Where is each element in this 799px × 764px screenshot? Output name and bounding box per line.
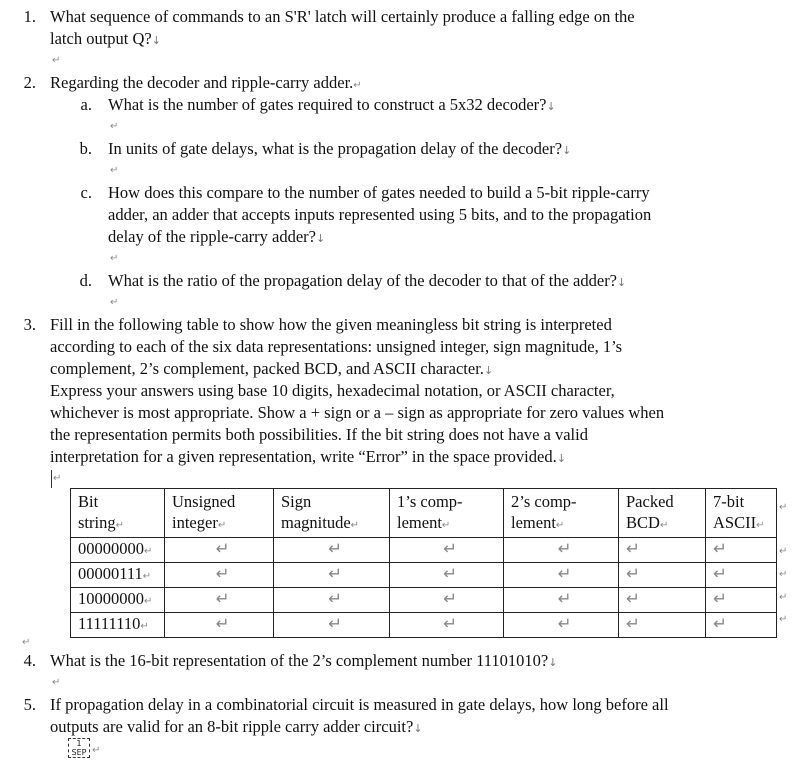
header-7bit-ascii: 7-bit ASCII↵: [706, 489, 777, 538]
text-cursor: [51, 470, 52, 488]
q2-number: 2.: [23, 73, 36, 92]
q5-line-2: outputs are valid for an 8-bit ripple carry adder circuit?↓: [50, 717, 423, 736]
answer-cell[interactable]: ↵: [390, 613, 504, 638]
row-end-mark: ↵: [779, 546, 788, 557]
q5-line-1: If propagation delay in a combinatorial circuit is measured in gate delays, how long before all: [50, 695, 669, 714]
bit-string-cell: 00000000↵: [71, 538, 165, 563]
answer-cell[interactable]: ↵: [706, 613, 777, 638]
table-row: [71, 538, 777, 563]
q2d-text: What is the ratio of the propagation delay of the decoder to that of the adder?↓: [108, 271, 627, 290]
q3-line-3: complement, 2’s complement, packed BCD, and ASCII character.↓: [50, 359, 494, 378]
q3-line-4: Express your answers using base 10 digits, hexadecimal notation, or ASCII character,: [50, 381, 615, 400]
answer-cell[interactable]: ↵: [165, 613, 274, 638]
table-row: [71, 563, 777, 588]
q3-line-1: Fill in the following table to show how the given meaningless bit string is interpreted: [50, 315, 612, 334]
q4-number: 4.: [23, 651, 36, 670]
paragraph-mark: ↵: [110, 297, 119, 308]
answer-cell[interactable]: ↵: [504, 613, 619, 638]
sep-icon-top: 1: [76, 739, 82, 748]
q3-line-2: according to each of the six data representations: unsigned integer, sign magnitude, 1’s: [50, 337, 623, 356]
header-packed-bcd: Packed BCD↵: [619, 489, 706, 538]
answer-cell[interactable]: ↵: [165, 563, 274, 588]
row-end-mark: ↵: [779, 592, 788, 603]
q1-line-1: What sequence of commands to an S'R' latch will certainly produce a falling edge on the: [50, 7, 635, 26]
sep-icon-bottom: SEP: [71, 748, 87, 757]
answer-cell[interactable]: ↵: [504, 588, 619, 613]
answer-cell[interactable]: ↵: [274, 613, 390, 638]
q2d-letter: d.: [79, 271, 92, 290]
bit-string-cell: 10000000↵: [71, 588, 165, 613]
q3-number: 3.: [23, 315, 36, 334]
bit-string-cell: 00000111↵: [71, 563, 165, 588]
answer-cell[interactable]: ↵: [165, 588, 274, 613]
q2c-line-3: delay of the ripple-carry adder?↓: [108, 227, 326, 246]
header-bit-string: Bit string↵: [71, 489, 165, 538]
q5-number: 5.: [23, 695, 36, 714]
header-twos-complement: 2’s comp- lement↵: [504, 489, 619, 538]
sep-icon: [68, 738, 90, 758]
paragraph-mark: ↵: [110, 165, 119, 176]
q3-line-5: whichever is most appropriate. Show a + sign or a – sign as appropriate for zero values when: [50, 403, 665, 422]
q3-line-6: the representation permits both possibilities. If the bit string does not have a valid: [50, 425, 588, 444]
paragraph-mark: ↵: [52, 677, 61, 688]
answer-cell[interactable]: ↵: [706, 538, 777, 563]
bit-string-cell: 11111110↵: [71, 613, 165, 638]
row-end-mark: ↵: [779, 569, 788, 580]
table-row: [71, 588, 777, 613]
answer-cell[interactable]: ↵: [390, 588, 504, 613]
paragraph-mark: ↵: [92, 745, 101, 756]
q3-line-7: interpretation for a given representation, write “Error” in the space provided.↓: [50, 447, 566, 466]
q2-intro: Regarding the decoder and ripple-carry adder.↵: [50, 73, 362, 92]
answer-cell[interactable]: ↵: [504, 538, 619, 563]
paragraph-mark: ↵: [110, 121, 119, 132]
header-ones-complement: 1’s comp- lement↵: [390, 489, 504, 538]
q4-text: What is the 16-bit representation of the 2’s complement number 11101010?↓: [50, 651, 558, 670]
answer-cell[interactable]: ↵: [165, 538, 274, 563]
row-end-mark: ↵: [779, 614, 788, 625]
q1-line-2: latch output Q?↓: [50, 29, 161, 48]
paragraph-mark: ↵: [52, 55, 61, 66]
q2c-line-2: adder, an adder that accepts inputs represented using 5 bits, and to the propagation: [108, 205, 652, 224]
q2b-letter: b.: [79, 139, 92, 158]
paragraph-mark: ↵: [110, 253, 119, 264]
answer-cell[interactable]: ↵: [619, 563, 706, 588]
q2a-text: What is the number of gates required to construct a 5x32 decoder?↓: [108, 95, 556, 114]
answer-cell[interactable]: ↵: [274, 588, 390, 613]
q1-number: 1.: [23, 7, 36, 26]
paragraph-mark: ↵: [53, 473, 62, 484]
answer-cell[interactable]: ↵: [274, 563, 390, 588]
q2c-letter: c.: [80, 183, 92, 202]
answer-cell[interactable]: ↵: [274, 538, 390, 563]
answer-cell[interactable]: ↵: [706, 588, 777, 613]
row-end-mark: ↵: [779, 502, 788, 513]
table-row: [71, 613, 777, 638]
table-header-row: [71, 489, 777, 538]
q2a-letter: a.: [80, 95, 92, 114]
answer-cell[interactable]: ↵: [390, 538, 504, 563]
answer-cell[interactable]: ↵: [706, 563, 777, 588]
answer-cell[interactable]: ↵: [619, 588, 706, 613]
header-sign-magnitude: Sign magnitude↵: [274, 489, 390, 538]
data-representation-table: [70, 488, 777, 638]
paragraph-mark: ↵: [22, 637, 31, 648]
answer-cell[interactable]: ↵: [504, 563, 619, 588]
header-unsigned-integer: Unsigned integer↵: [165, 489, 274, 538]
q2c-line-1: How does this compare to the number of gates needed to build a 5-bit ripple-carry: [108, 183, 650, 202]
q2b-text: In units of gate delays, what is the propagation delay of the decoder?↓: [108, 139, 572, 158]
answer-cell[interactable]: ↵: [619, 538, 706, 563]
answer-cell[interactable]: ↵: [390, 563, 504, 588]
answer-cell[interactable]: ↵: [619, 613, 706, 638]
